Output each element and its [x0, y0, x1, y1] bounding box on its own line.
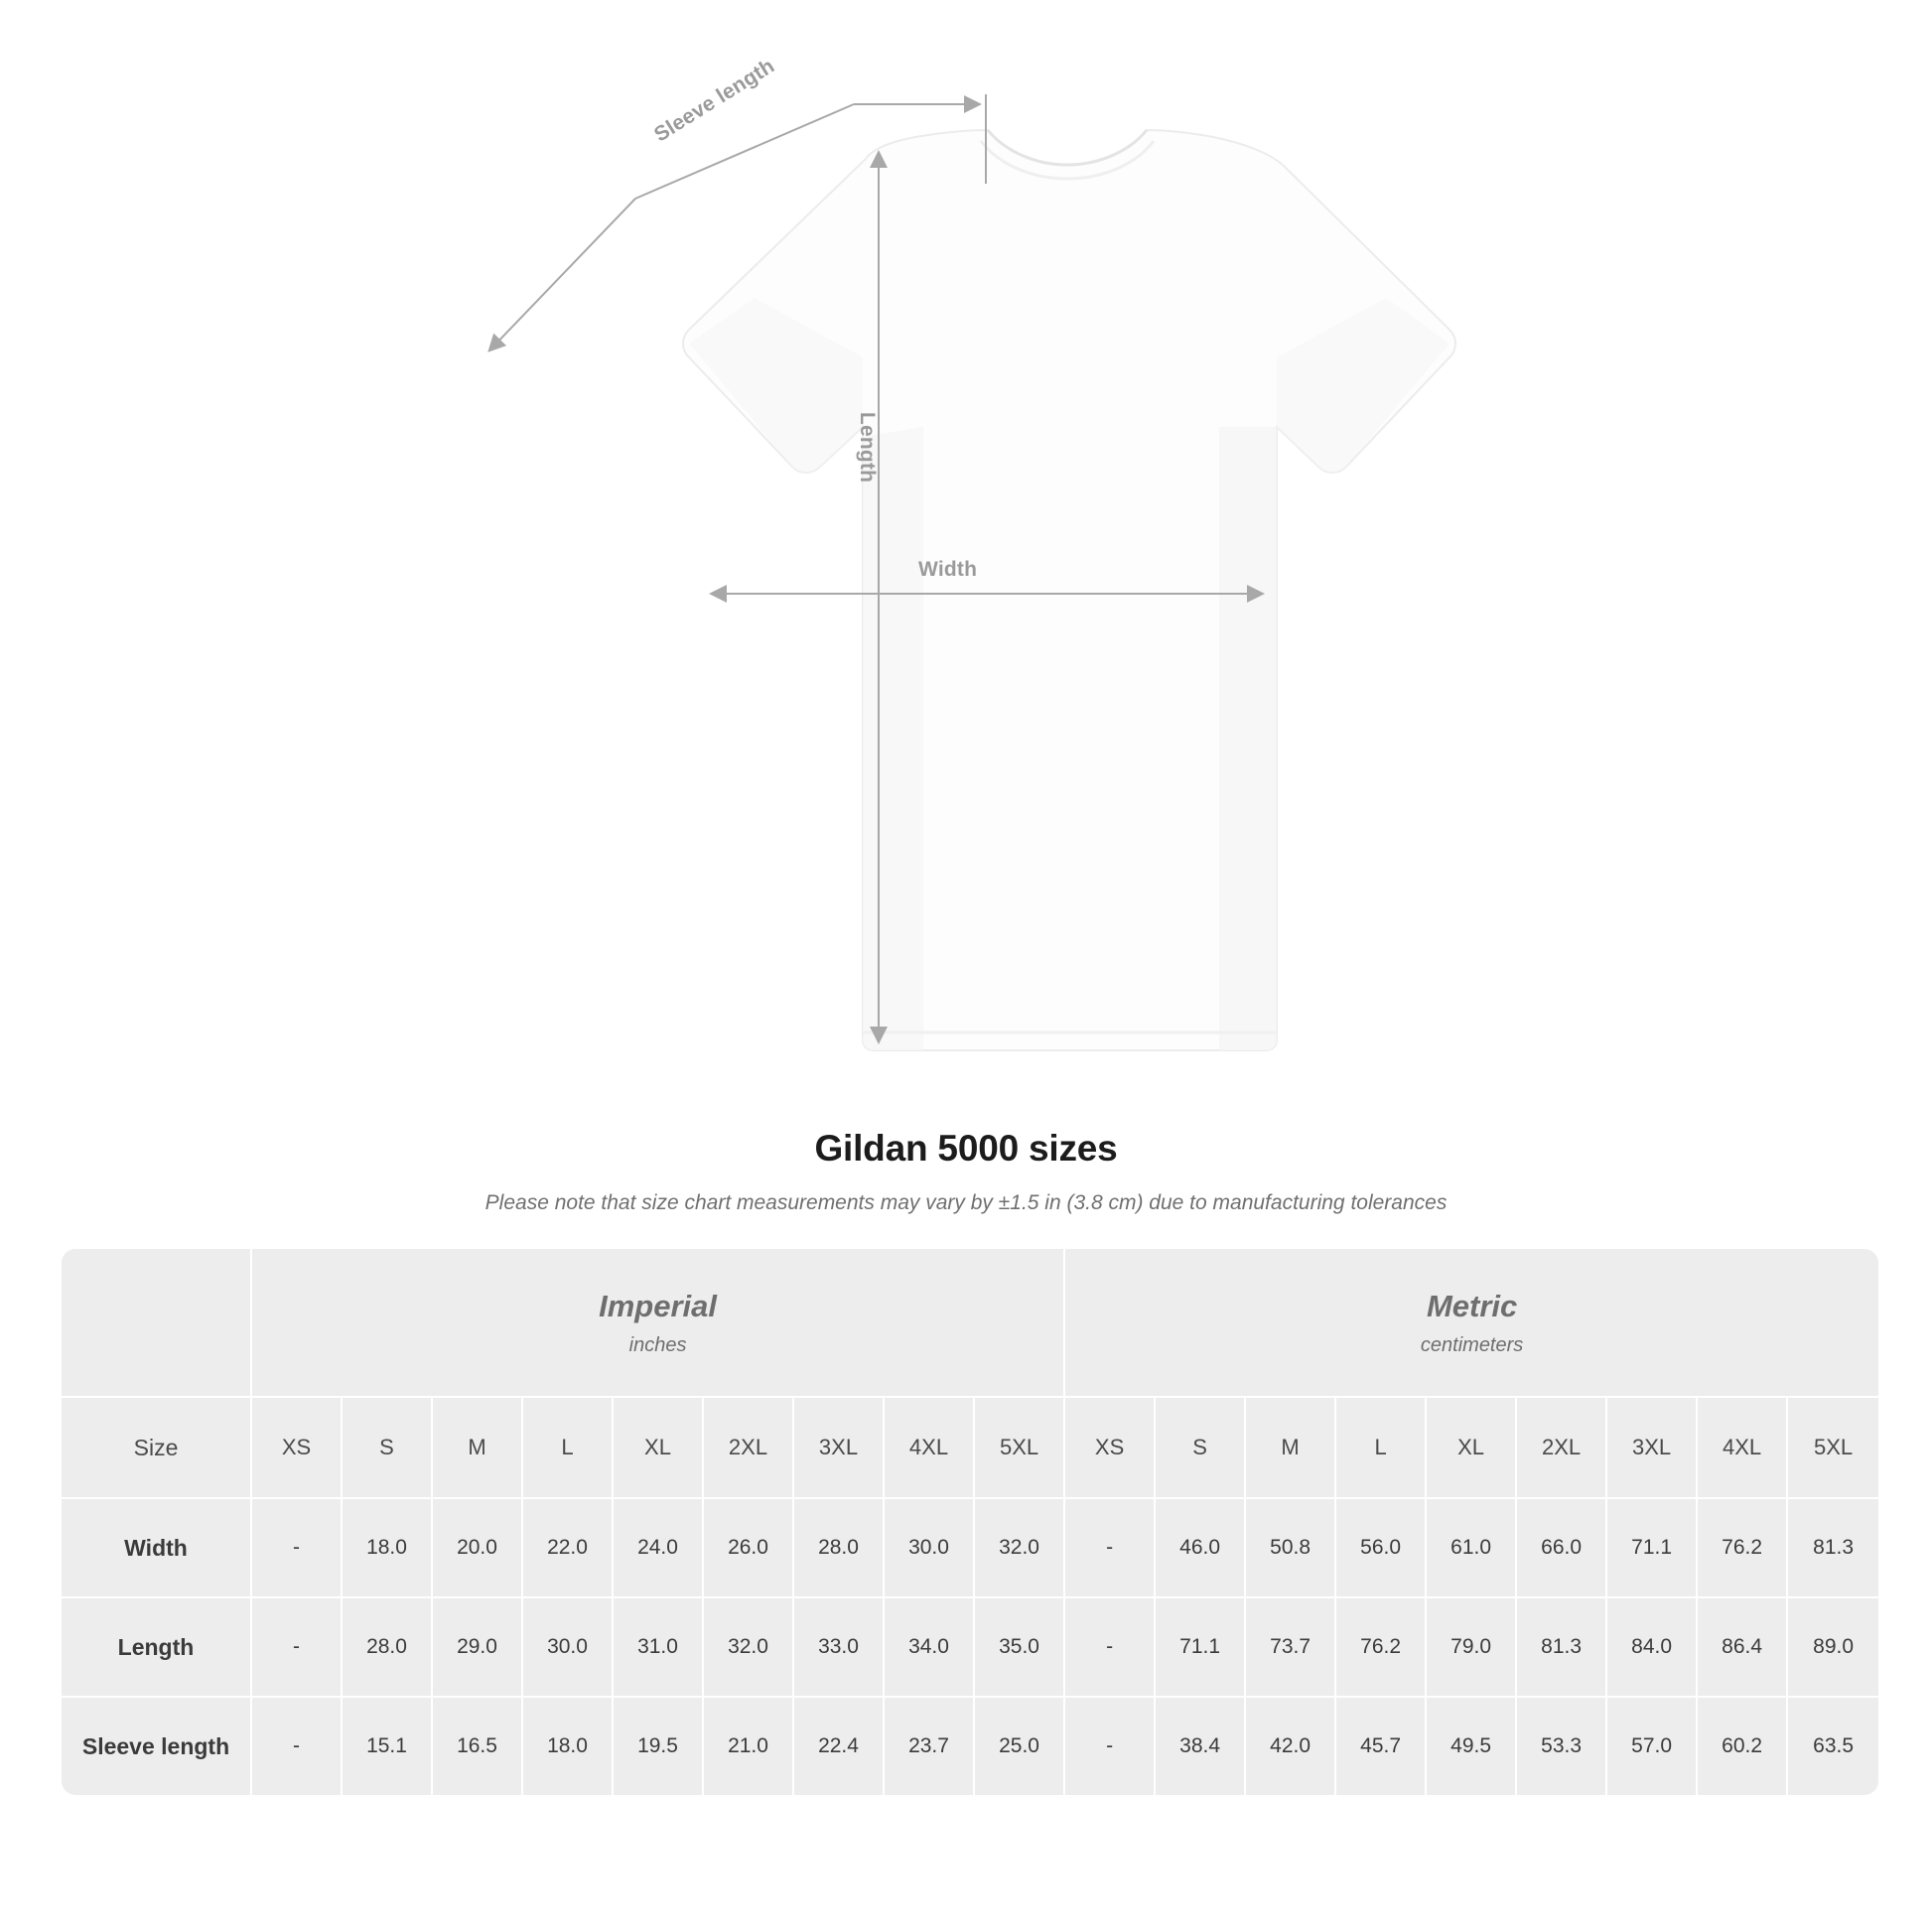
unit-imperial-name: Imperial	[599, 1289, 717, 1324]
tshirt-shape	[683, 130, 1455, 1050]
header-imperial-xs: XS	[252, 1398, 343, 1499]
cell-sleeve-metric-4xl: 60.2	[1698, 1698, 1788, 1795]
table-row	[62, 1698, 1878, 1795]
cell-sleeve-metric-xs: -	[1065, 1698, 1156, 1795]
cell-width-metric-xl: 61.0	[1427, 1499, 1517, 1598]
cell-sleeve-metric-2xl: 53.3	[1517, 1698, 1607, 1795]
cell-width-imperial-m: 20.0	[433, 1499, 523, 1598]
row-label-length: Length	[62, 1598, 252, 1698]
cell-sleeve-imperial-2xl: 21.0	[704, 1698, 794, 1795]
cell-sleeve-imperial-xl: 19.5	[614, 1698, 704, 1795]
cell-width-metric-2xl: 66.0	[1517, 1499, 1607, 1598]
cell-length-metric-3xl: 84.0	[1607, 1598, 1698, 1698]
cell-width-imperial-2xl: 26.0	[704, 1499, 794, 1598]
header-metric-3xl: 3XL	[1607, 1398, 1698, 1499]
cell-width-metric-s: 46.0	[1156, 1499, 1246, 1598]
cell-sleeve-metric-s: 38.4	[1156, 1698, 1246, 1795]
cell-sleeve-metric-l: 45.7	[1336, 1698, 1427, 1795]
cell-sleeve-metric-m: 42.0	[1246, 1698, 1336, 1795]
size-table-wrapper	[62, 1249, 1870, 1795]
table-row	[62, 1499, 1878, 1598]
cell-sleeve-metric-xl: 49.5	[1427, 1698, 1517, 1795]
table-row	[62, 1598, 1878, 1698]
cell-sleeve-imperial-5xl: 25.0	[975, 1698, 1065, 1795]
cell-length-imperial-2xl: 32.0	[704, 1598, 794, 1698]
cell-width-metric-4xl: 76.2	[1698, 1499, 1788, 1598]
header-imperial-l: L	[523, 1398, 614, 1499]
cell-width-imperial-s: 18.0	[343, 1499, 433, 1598]
cell-length-metric-xl: 79.0	[1427, 1598, 1517, 1698]
cell-width-metric-5xl: 81.3	[1788, 1499, 1878, 1598]
cell-width-imperial-5xl: 32.0	[975, 1499, 1065, 1598]
header-metric-2xl: 2XL	[1517, 1398, 1607, 1499]
cell-sleeve-imperial-m: 16.5	[433, 1698, 523, 1795]
unit-imperial-sub: inches	[628, 1333, 687, 1356]
header-metric-4xl: 4XL	[1698, 1398, 1788, 1499]
unit-header-imperial	[252, 1249, 1065, 1398]
cell-sleeve-imperial-4xl: 23.7	[885, 1698, 975, 1795]
cell-length-metric-2xl: 81.3	[1517, 1598, 1607, 1698]
cell-sleeve-imperial-s: 15.1	[343, 1698, 433, 1795]
unit-header-metric	[1065, 1249, 1878, 1398]
sleeve-length-label: Sleeve length	[650, 54, 779, 147]
header-imperial-4xl: 4XL	[885, 1398, 975, 1499]
size-table	[62, 1249, 1878, 1795]
cell-sleeve-metric-3xl: 57.0	[1607, 1698, 1698, 1795]
cell-length-imperial-3xl: 33.0	[794, 1598, 885, 1698]
cell-length-imperial-s: 28.0	[343, 1598, 433, 1698]
row-label-sleeve-length: Sleeve length	[62, 1698, 252, 1795]
tolerance-note: Please note that size chart measurements may vary by ±1.5 in (3.8 cm) due to manufacturing tolerances	[484, 1191, 1448, 1214]
cell-length-imperial-xs: -	[252, 1598, 343, 1698]
header-imperial-5xl: 5XL	[975, 1398, 1065, 1499]
cell-sleeve-imperial-3xl: 22.4	[794, 1698, 885, 1795]
cell-width-metric-3xl: 71.1	[1607, 1499, 1698, 1598]
cell-length-metric-l: 76.2	[1336, 1598, 1427, 1698]
header-imperial-2xl: 2XL	[704, 1398, 794, 1499]
header-metric-xs: XS	[1065, 1398, 1156, 1499]
cell-length-imperial-l: 30.0	[523, 1598, 614, 1698]
cell-width-imperial-3xl: 28.0	[794, 1499, 885, 1598]
cell-sleeve-imperial-xs: -	[252, 1698, 343, 1795]
cell-length-imperial-m: 29.0	[433, 1598, 523, 1698]
header-imperial-s: S	[343, 1398, 433, 1499]
size-header-row	[62, 1398, 1878, 1499]
cell-width-imperial-xl: 24.0	[614, 1499, 704, 1598]
header-size: Size	[62, 1398, 252, 1499]
unit-header-row	[62, 1249, 1878, 1398]
title-block	[0, 1128, 1932, 1215]
cell-length-metric-xs: -	[1065, 1598, 1156, 1698]
width-label: Width	[918, 558, 978, 581]
length-label: Length	[856, 412, 879, 483]
cell-sleeve-metric-5xl: 63.5	[1788, 1698, 1878, 1795]
unit-header-blank	[62, 1249, 252, 1398]
header-metric-s: S	[1156, 1398, 1246, 1499]
header-imperial-m: M	[433, 1398, 523, 1499]
cell-width-metric-m: 50.8	[1246, 1499, 1336, 1598]
cell-length-imperial-xl: 31.0	[614, 1598, 704, 1698]
cell-length-metric-m: 73.7	[1246, 1598, 1336, 1698]
cell-width-metric-xs: -	[1065, 1499, 1156, 1598]
header-metric-5xl: 5XL	[1788, 1398, 1878, 1499]
header-metric-l: L	[1336, 1398, 1427, 1499]
page-title: Gildan 5000 sizes	[814, 1128, 1118, 1169]
cell-length-metric-s: 71.1	[1156, 1598, 1246, 1698]
cell-width-imperial-xs: -	[252, 1499, 343, 1598]
row-label-width: Width	[62, 1499, 252, 1598]
cell-length-imperial-4xl: 34.0	[885, 1598, 975, 1698]
unit-metric-name: Metric	[1426, 1289, 1518, 1324]
cell-length-metric-5xl: 89.0	[1788, 1598, 1878, 1698]
cell-width-imperial-l: 22.0	[523, 1499, 614, 1598]
header-imperial-3xl: 3XL	[794, 1398, 885, 1499]
header-metric-m: M	[1246, 1398, 1336, 1499]
unit-metric-sub: centimeters	[1420, 1333, 1524, 1356]
cell-sleeve-imperial-l: 18.0	[523, 1698, 614, 1795]
header-imperial-xl: XL	[614, 1398, 704, 1499]
cell-length-metric-4xl: 86.4	[1698, 1598, 1788, 1698]
cell-width-metric-l: 56.0	[1336, 1499, 1427, 1598]
cell-length-imperial-5xl: 35.0	[975, 1598, 1065, 1698]
cell-width-imperial-4xl: 30.0	[885, 1499, 975, 1598]
header-metric-xl: XL	[1427, 1398, 1517, 1499]
